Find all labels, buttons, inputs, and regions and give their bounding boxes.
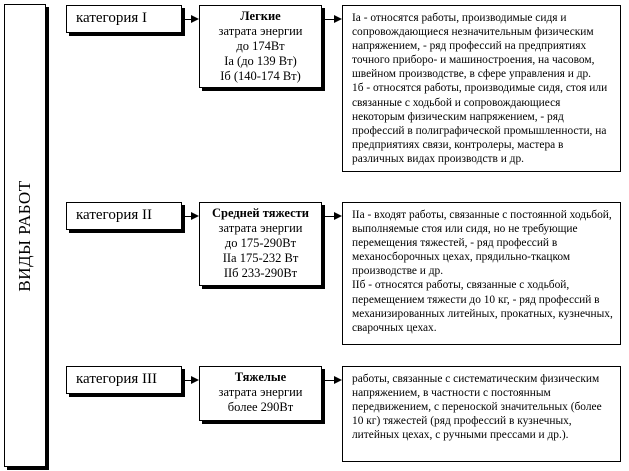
category-1-label: категория I: [76, 10, 147, 26]
category-2-line-1: затрата энергии: [218, 221, 303, 235]
category-3-desc-a: работы, связанные с систематическим физическим напряжением, в частности с постоянным передвижением, с переноской значительных (более 10 кг) тяжестей (ряд профессий в кузнечных, литейных цехах, с ручными прессами и др.).: [352, 373, 602, 442]
category-2-title: Средней тяжести: [212, 206, 309, 220]
category-3-box: [66, 366, 182, 394]
category-1-description-box: [342, 5, 621, 172]
category-1-line-3: Iа (до 139 Вт): [224, 54, 297, 68]
category-1-title: Легкие: [240, 9, 281, 23]
category-2-line-2: до 175-290Вт: [224, 236, 297, 250]
category-3-energy-box: [199, 366, 322, 421]
category-2-energy-box: [199, 202, 322, 286]
category-3-line-2: более 290Вт: [227, 400, 294, 414]
category-2-label: категория II: [76, 207, 152, 223]
category-1-desc-arrow-head: [334, 15, 342, 23]
category-3-desc-arrow-head: [334, 376, 342, 384]
category-1-desc-arrow-line: [322, 19, 334, 20]
category-2-line-4: IIб 233-290Вт: [223, 266, 298, 280]
category-3-arrow-line: [182, 380, 191, 381]
category-2-description-box: [342, 202, 621, 345]
category-2-desc-a: IIа - входят работы, связанные с постоянной ходьбой, выполняемые стоя или сидя, но не требующие перемещения тяжестей, - ряд профессий в механосборочных цехах, прядильно-ткацком производстве и др.: [352, 209, 612, 278]
category-2-line-3: IIа 175-232 Вт: [222, 251, 299, 265]
category-3-arrow-head: [191, 376, 199, 384]
category-3-desc-arrow-line: [322, 380, 334, 381]
category-2-arrow-head: [191, 212, 199, 220]
category-1-line-4: Iб (140-174 Вт): [220, 69, 301, 83]
category-1-desc-a: Iа - относятся работы, производимые сидя и сопровождающиеся незначительным физическим напряжением, - ряд профессий на предприятиях точного приборо- и машиностроения, на часовом, швейном производстве, в сфере управления и др.: [352, 12, 595, 81]
category-1-arrow-line: [182, 19, 191, 20]
category-2-desc-arrow-head: [334, 212, 342, 220]
category-2-desc-arrow-line: [322, 216, 334, 217]
category-2-arrow-line: [182, 216, 191, 217]
category-1-arrow-head: [191, 15, 199, 23]
category-3-label: категория III: [76, 371, 157, 387]
category-3-title: Тяжелые: [234, 370, 287, 384]
category-1-line-2: до 174Вт: [236, 39, 285, 53]
category-2-box: [66, 202, 182, 230]
category-3-line-1: затрата энергии: [218, 385, 303, 399]
category-1-energy-box: [199, 5, 322, 88]
work-types-box: [4, 4, 46, 467]
category-1-desc-b: 1б - относятся работы, производимые сидя, стоя или связанные с ходьбой и сопровождающиеся некоторым физическим напряжением, - ряд профессий в полиграфической промышленности, на предприятиях связи, контролеры, мастера в различных видах производств и др.: [352, 82, 608, 165]
category-2-desc-b: IIб - относятся работы, связанные с ходьбой, перемещением тяжести до 10 кг, - ряд профессий в механизированных литейных, прокатных, кузнечных, сварочных цехах.: [352, 279, 613, 334]
category-3-description-box: [342, 366, 621, 462]
category-1-line-1: затрата энергии: [218, 24, 303, 38]
category-1-box: [66, 5, 182, 33]
work-types-label: ВИДЫ РАБОТ: [15, 179, 34, 292]
